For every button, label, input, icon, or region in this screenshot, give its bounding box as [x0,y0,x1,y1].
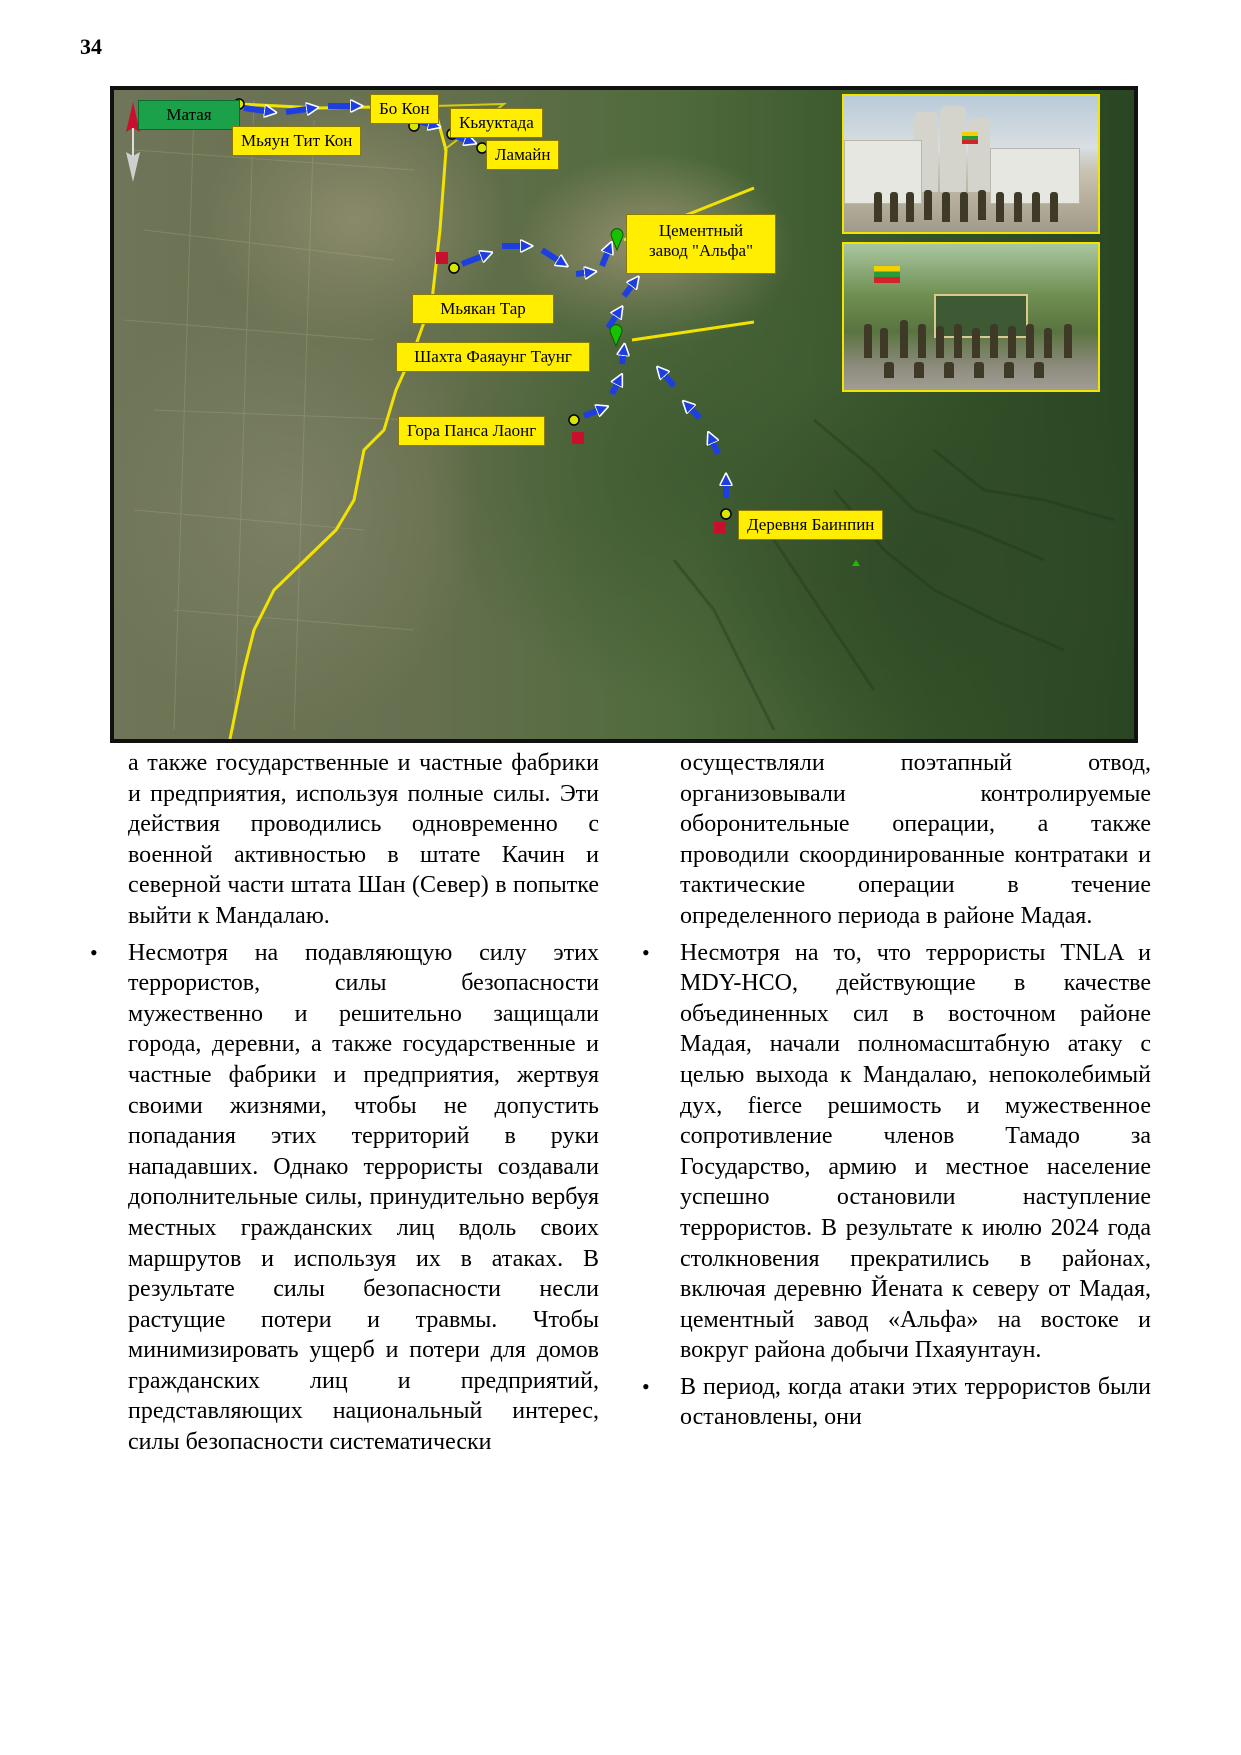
label-myakan-tar: Мьякан Тар [412,294,554,324]
military-marker-icon [436,252,448,264]
left-intro-paragraph: а также государственные и частные фабрики и предприятия, используя полные силы. Эти действия проводились одновременно с военной активностью в штате Качин и северной части штата Шан (Север) в попытке выйти к Мандалаю. [128,750,599,929]
label-cement-plant [626,214,776,274]
callout-line-mine [632,322,754,340]
photo-mine-unit [842,242,1100,392]
label-mountain: Гора Панса Лаонг [398,416,545,446]
label-bo-kon: Бо Кон [370,94,439,124]
label-cement-plant-line1: Цементный [658,221,744,240]
right-column [680,748,1151,1433]
map-figure [110,86,1138,743]
location-pin-icon [611,229,623,250]
page-number: 34 [80,34,102,59]
right-intro-paragraph: осуществляли поэтапный отвод, организовывали контролируемые оборонительные операции, а также проводили скоординированные контратаки и тактические операции в течение определенного периода в районе Мадая. [680,750,1151,929]
right-bullet-1: • Несмотря на то, что террористы TNLA и MDY-HCO, действующие в качестве объединенных сил в восточном районе Мадая, начали полномасштабную атаку с целью выхода к Мандалаю, непоколебимый дух, fierce решимость и мужественное сопротивление членов Тамадо за Государство, армию и местное население успешно остановили наступление террористов. В результате к июлю 2024 года столкновения прекратились в районах, включая деревню Йената к северу от Мадая, цементный завод «Альфа» на востоке и вокруг района добычи Пхаяунтаун. [680,938,1151,1366]
label-myaung-tit-kon: Мьяун Тит Кон [232,126,361,156]
label-village: Деревня Баинпин [738,510,883,540]
field-texture [124,100,414,730]
label-cement-plant-line2: завод "Альфа" [648,241,754,260]
label-kyauktada: Кьяуктада [450,108,543,138]
label-mataya: Матая [138,100,240,130]
left-bullet-1: • Несмотря на подавляющую силу этих террористов, силы безопасности мужественно и решительно защищали города, деревни, а также государственные и частные фабрики и предприятия, жертвуя своими жизнями, чтобы не допустить попадания этих территорий в руки нападавших. Однако террористы создавали дополнительные силы, принудительно вербуя местных гражданских лиц вдоль своих маршрутов и используя их в атаках. В результате силы безопасности несли растущие потери и травмы. Чтобы минимизировать ущерб и потери для домов гражданских лиц и предприятий, представляющих национальный интерес, силы безопасности систематически [128,938,599,1458]
left-column [128,748,599,1458]
photo-cement-plant [842,94,1100,234]
label-mine: Шахта Фаяаунг Таунг [396,342,590,372]
right-bullet-list [680,938,1151,1434]
right-bullet-2: • В период, когда атаки этих террористов были остановлены, они [680,1372,1151,1433]
mountain-ridges [674,420,1114,730]
left-bullet-list [128,938,599,1458]
military-marker-icon [572,432,584,444]
military-marker-icon [714,522,726,534]
location-pin-icon [610,325,622,346]
label-lamain: Ламайн [486,140,559,170]
